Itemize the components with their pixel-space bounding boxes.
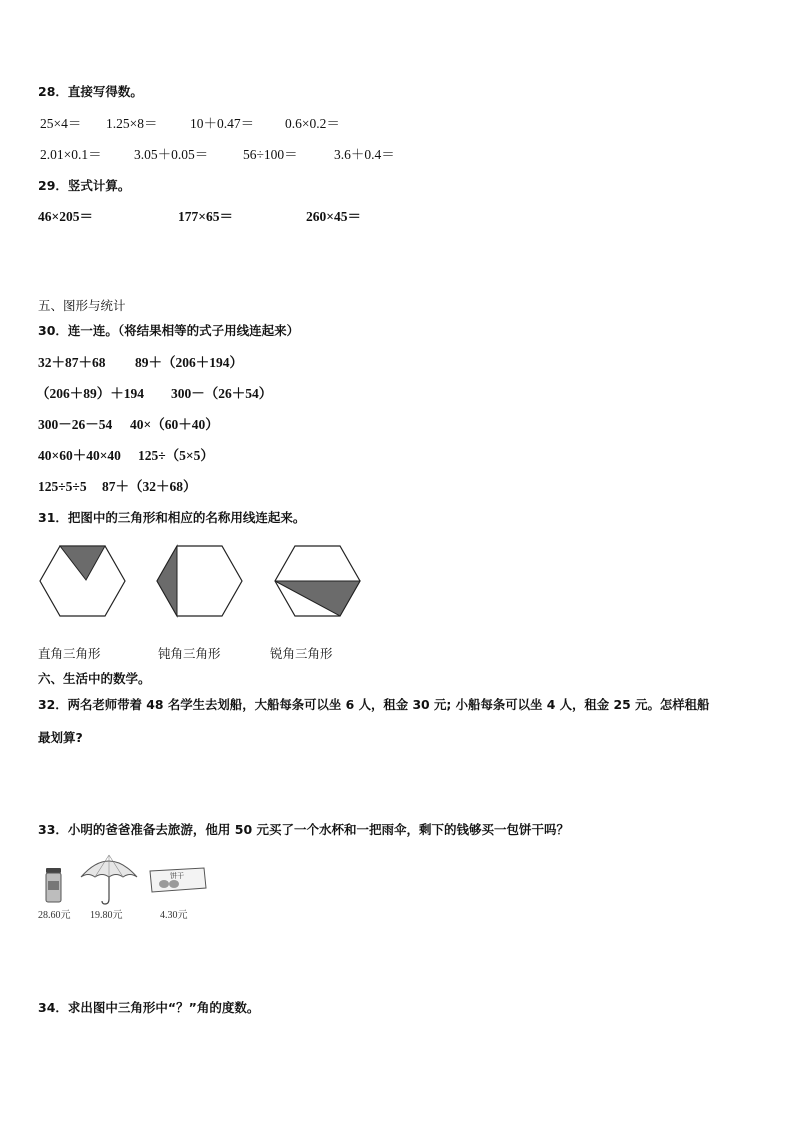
biscuit-pack-label: 饼干	[170, 872, 184, 880]
q28-item: 3.05＋0.05＝	[134, 147, 209, 162]
q30-right-expr: 87＋（32＋68）	[102, 479, 197, 494]
q30-right-expr: 300－（26＋54）	[171, 386, 273, 401]
q33-title: 33．小明的爸爸准备去旅游，他用 50 元买了一个水杯和一把雨伞，剩下的钱够买一包饼干吗？	[38, 822, 569, 837]
hexagon-figure-1	[38, 543, 128, 619]
umbrella-icon	[78, 851, 140, 907]
q29-title: 29．竖式计算。	[38, 178, 131, 193]
q34-title: 34．求出图中三角形中“？”角的度数。	[38, 1000, 260, 1015]
triangle-name-label: 锐角三角形	[270, 646, 333, 661]
q32-text-line: 最划算?	[38, 730, 83, 745]
q30-left-expr: 300－26－54	[38, 417, 113, 432]
q28-item: 1.25×8＝	[106, 116, 158, 131]
q28-item: 3.6＋0.4＝	[334, 147, 395, 162]
q30-right-expr: 125÷（5×5）	[138, 448, 214, 463]
q28-item: 56÷100＝	[243, 147, 298, 162]
triangle-name-label: 钝角三角形	[158, 646, 221, 661]
q28-title: 28．直接写得数。	[38, 84, 143, 99]
q30-right-expr: 40×（60＋40）	[130, 417, 219, 432]
q29-item: 46×205＝	[38, 209, 93, 224]
section-heading: 五、图形与统计	[38, 298, 126, 313]
price-label: 4.30元	[160, 910, 188, 921]
price-label: 28.60元	[38, 910, 71, 921]
q31-title: 31．把图中的三角形和相应的名称用线连起来。	[38, 510, 306, 525]
price-label: 19.80元	[90, 910, 123, 921]
q30-left-expr: （206＋89）＋194	[36, 386, 144, 401]
q30-left-expr: 40×60＋40×40	[38, 448, 121, 463]
water-cup-icon	[44, 866, 64, 906]
hexagon-figure-2	[155, 543, 245, 619]
triangle-name-label: 直角三角形	[38, 646, 101, 661]
q30-title: 30．连一连。（将结果相等的式子用线连起来）	[38, 323, 300, 338]
q28-item: 2.01×0.1＝	[40, 147, 102, 162]
q29-item: 177×65＝	[178, 209, 233, 224]
q29-item: 260×45＝	[306, 209, 361, 224]
q30-left-expr: 32＋87＋68	[38, 355, 106, 370]
section-heading: 六、生活中的数学。	[38, 671, 151, 686]
q28-item: 0.6×0.2＝	[285, 116, 340, 131]
q30-right-expr: 89＋（206＋194）	[135, 355, 243, 370]
q28-item: 25×4＝	[40, 116, 82, 131]
q28-item: 10＋0.47＝	[190, 116, 255, 131]
q30-left-expr: 125÷5÷5	[38, 479, 87, 494]
biscuit-pack-icon	[146, 866, 208, 894]
hexagon-figure-3	[273, 543, 363, 619]
q32-text-line: 32．两名老师带着 48 名学生去划船，大船每条可以坐 6 人，租金 30 元; 小船每条可以坐 4 人，租金 25 元。怎样租船	[38, 697, 710, 712]
